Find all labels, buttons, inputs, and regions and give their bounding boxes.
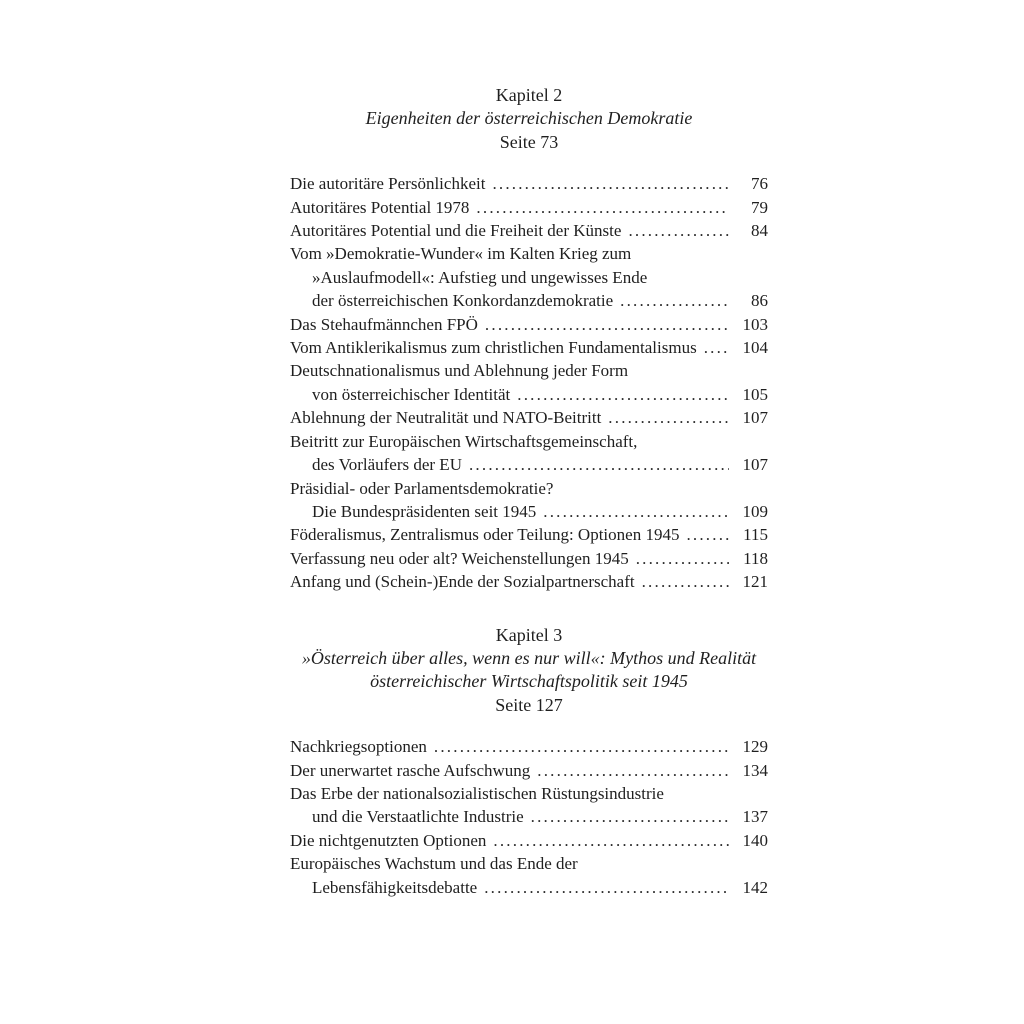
entry-title-text: Nachkriegsoptionen: [290, 737, 427, 757]
entry-list: [290, 172, 768, 593]
toc-entry-line: [290, 805, 768, 828]
entry-list: [290, 735, 768, 899]
entry-page-number: 134: [742, 760, 768, 780]
toc-entry-line: [290, 430, 768, 453]
entry-title-text: Die nichtgenutzten Optionen: [290, 830, 487, 850]
toc-entry-line: [290, 383, 768, 406]
toc-entry: [290, 547, 768, 570]
entry-title-text: Verfassung neu oder alt? Weichenstellungen 1945: [290, 548, 629, 568]
dot-leader: [469, 453, 729, 476]
toc-entry-line: [290, 523, 768, 546]
toc-entry-line: [290, 266, 768, 289]
toc-entry-line: [290, 782, 768, 805]
dot-leader: [636, 547, 729, 570]
toc-entry: [290, 523, 768, 546]
toc-entry: [290, 406, 768, 429]
dot-leader: [434, 735, 729, 758]
dot-leader: [537, 759, 729, 782]
entry-title-text: Der unerwartet rasche Aufschwung: [290, 760, 531, 780]
dot-leader: [531, 805, 729, 828]
toc-entry-line: [290, 336, 768, 359]
entry-title-text: und die Verstaatlichte Industrie: [312, 807, 524, 827]
dot-leader: [476, 196, 729, 219]
entry-title-text: Autoritäres Potential und die Freiheit der Künste: [290, 221, 622, 241]
toc-entry-line: [290, 196, 768, 219]
dot-leader: [628, 219, 729, 242]
entry-page-number: 107: [742, 408, 768, 428]
entry-page-number: 103: [742, 314, 768, 334]
chapter-label: Kapitel 3: [495, 624, 563, 645]
dot-leader: [608, 406, 729, 429]
entry-title-text: Deutschnationalismus und Ablehnung jeder Form: [290, 361, 629, 381]
toc-entry-line: [290, 289, 768, 312]
toc-entry: [290, 570, 768, 593]
entry-page-number: 109: [742, 501, 768, 521]
toc-sections: [290, 84, 768, 899]
toc-entry-line: [290, 570, 768, 593]
entry-title-text: Das Stehaufmännchen FPÖ: [290, 314, 478, 334]
chapter-title: »Österreich über alles, wenn es nur will«: Mythos und Realität: [301, 647, 757, 668]
dot-leader: [620, 289, 729, 312]
entry-page-number: 107: [742, 455, 768, 475]
toc-entry-line: [290, 735, 768, 758]
entry-page-number: 129: [742, 737, 768, 757]
toc-entry-line: [290, 406, 768, 429]
entry-page-number: 86: [751, 291, 768, 311]
toc-entry: [290, 477, 768, 524]
chapter-section: [290, 624, 768, 899]
entry-page-number: 142: [742, 877, 768, 897]
entry-title-text: Vom »Demokratie-Wunder« im Kalten Krieg zum: [290, 244, 632, 264]
entry-title-text: Autoritäres Potential 1978: [290, 197, 470, 217]
chapter-heading: [290, 624, 768, 718]
toc-entry: [290, 852, 768, 899]
entry-page-number: 84: [751, 221, 768, 241]
entry-title-text: Das Erbe der nationalsozialistischen Rüstungsindustrie: [290, 783, 664, 803]
entry-title-text: Die autoritäre Persönlichkeit: [290, 174, 486, 194]
entry-title-text: Anfang und (Schein-)Ende der Sozialpartnerschaft: [290, 572, 635, 592]
entry-title-text: Europäisches Wachstum und das Ende der: [290, 854, 578, 874]
toc-entry: [290, 359, 768, 406]
dot-leader: [642, 570, 729, 593]
chapter-start-page: Seite 73: [499, 131, 559, 152]
toc-entry-line: [290, 359, 768, 382]
toc-entry-line: [290, 242, 768, 265]
chapter-title: österreichischer Wirtschaftspolitik seit 1945: [370, 671, 688, 692]
toc-entry-line: [290, 876, 768, 899]
entry-title-text: Lebensfähigkeitsdebatte: [312, 877, 478, 897]
toc-entry: [290, 829, 768, 852]
dot-leader: [485, 313, 729, 336]
entry-title-text: von österreichischer Identität: [312, 384, 511, 404]
entry-page-number: 79: [751, 197, 768, 217]
toc-page: [290, 84, 768, 899]
entry-page-number: 121: [742, 572, 768, 592]
chapter-start-page: Seite 127: [495, 694, 563, 715]
entry-page-number: 104: [742, 338, 768, 358]
entry-title-text: Präsidial- oder Parlamentsdemokratie?: [290, 478, 554, 498]
toc-entry: [290, 313, 768, 336]
toc-entry: [290, 759, 768, 782]
entry-title-text: Die Bundespräsidenten seit 1945: [312, 501, 537, 521]
dot-leader: [493, 829, 729, 852]
toc-entry-line: [290, 759, 768, 782]
entry-page-number: 140: [742, 830, 768, 850]
dot-leader: [704, 336, 729, 359]
entry-title-text: Ablehnung der Neutralität und NATO-Beitritt: [290, 408, 602, 428]
toc-entry-line: [290, 829, 768, 852]
toc-entry-line: [290, 219, 768, 242]
toc-entry-line: [290, 172, 768, 195]
entry-title-text: »Auslaufmodell«: Aufstieg und ungewisses Ende: [312, 267, 648, 287]
entry-title-text: Vom Antiklerikalismus zum christlichen Fundamentalismus: [290, 338, 697, 358]
dot-leader: [484, 876, 729, 899]
toc-entry-line: [290, 453, 768, 476]
entry-page-number: 137: [742, 807, 768, 827]
toc-entry: [290, 735, 768, 758]
toc-entry: [290, 219, 768, 242]
toc-entry-line: [290, 547, 768, 570]
toc-entry: [290, 242, 768, 312]
chapter-title: Eigenheiten der österreichischen Demokratie: [365, 108, 693, 129]
dot-leader: [686, 523, 729, 546]
dot-leader: [517, 383, 729, 406]
entry-page-number: 105: [742, 384, 768, 404]
chapter-heading: [290, 84, 768, 154]
entry-page-number: 115: [743, 525, 768, 545]
chapter-label: Kapitel 2: [495, 85, 563, 105]
toc-entry: [290, 782, 768, 829]
toc-entry: [290, 430, 768, 477]
entry-page-number: 76: [751, 174, 768, 194]
dot-leader: [492, 172, 729, 195]
toc-entry-line: [290, 852, 768, 875]
toc-entry: [290, 196, 768, 219]
toc-entry-line: [290, 477, 768, 500]
toc-entry-line: [290, 500, 768, 523]
dot-leader: [543, 500, 729, 523]
entry-title-text: des Vorläufers der EU: [312, 455, 462, 475]
entry-title-text: Föderalismus, Zentralismus oder Teilung: Optionen 1945: [290, 525, 680, 545]
toc-entry: [290, 172, 768, 195]
entry-title-text: Beitritt zur Europäischen Wirtschaftsgemeinschaft,: [290, 431, 638, 451]
toc-entry-line: [290, 313, 768, 336]
chapter-section: [290, 84, 768, 594]
entry-title-text: der österreichischen Konkordanzdemokratie: [312, 291, 614, 311]
toc-entry: [290, 336, 768, 359]
entry-page-number: 118: [743, 548, 768, 568]
